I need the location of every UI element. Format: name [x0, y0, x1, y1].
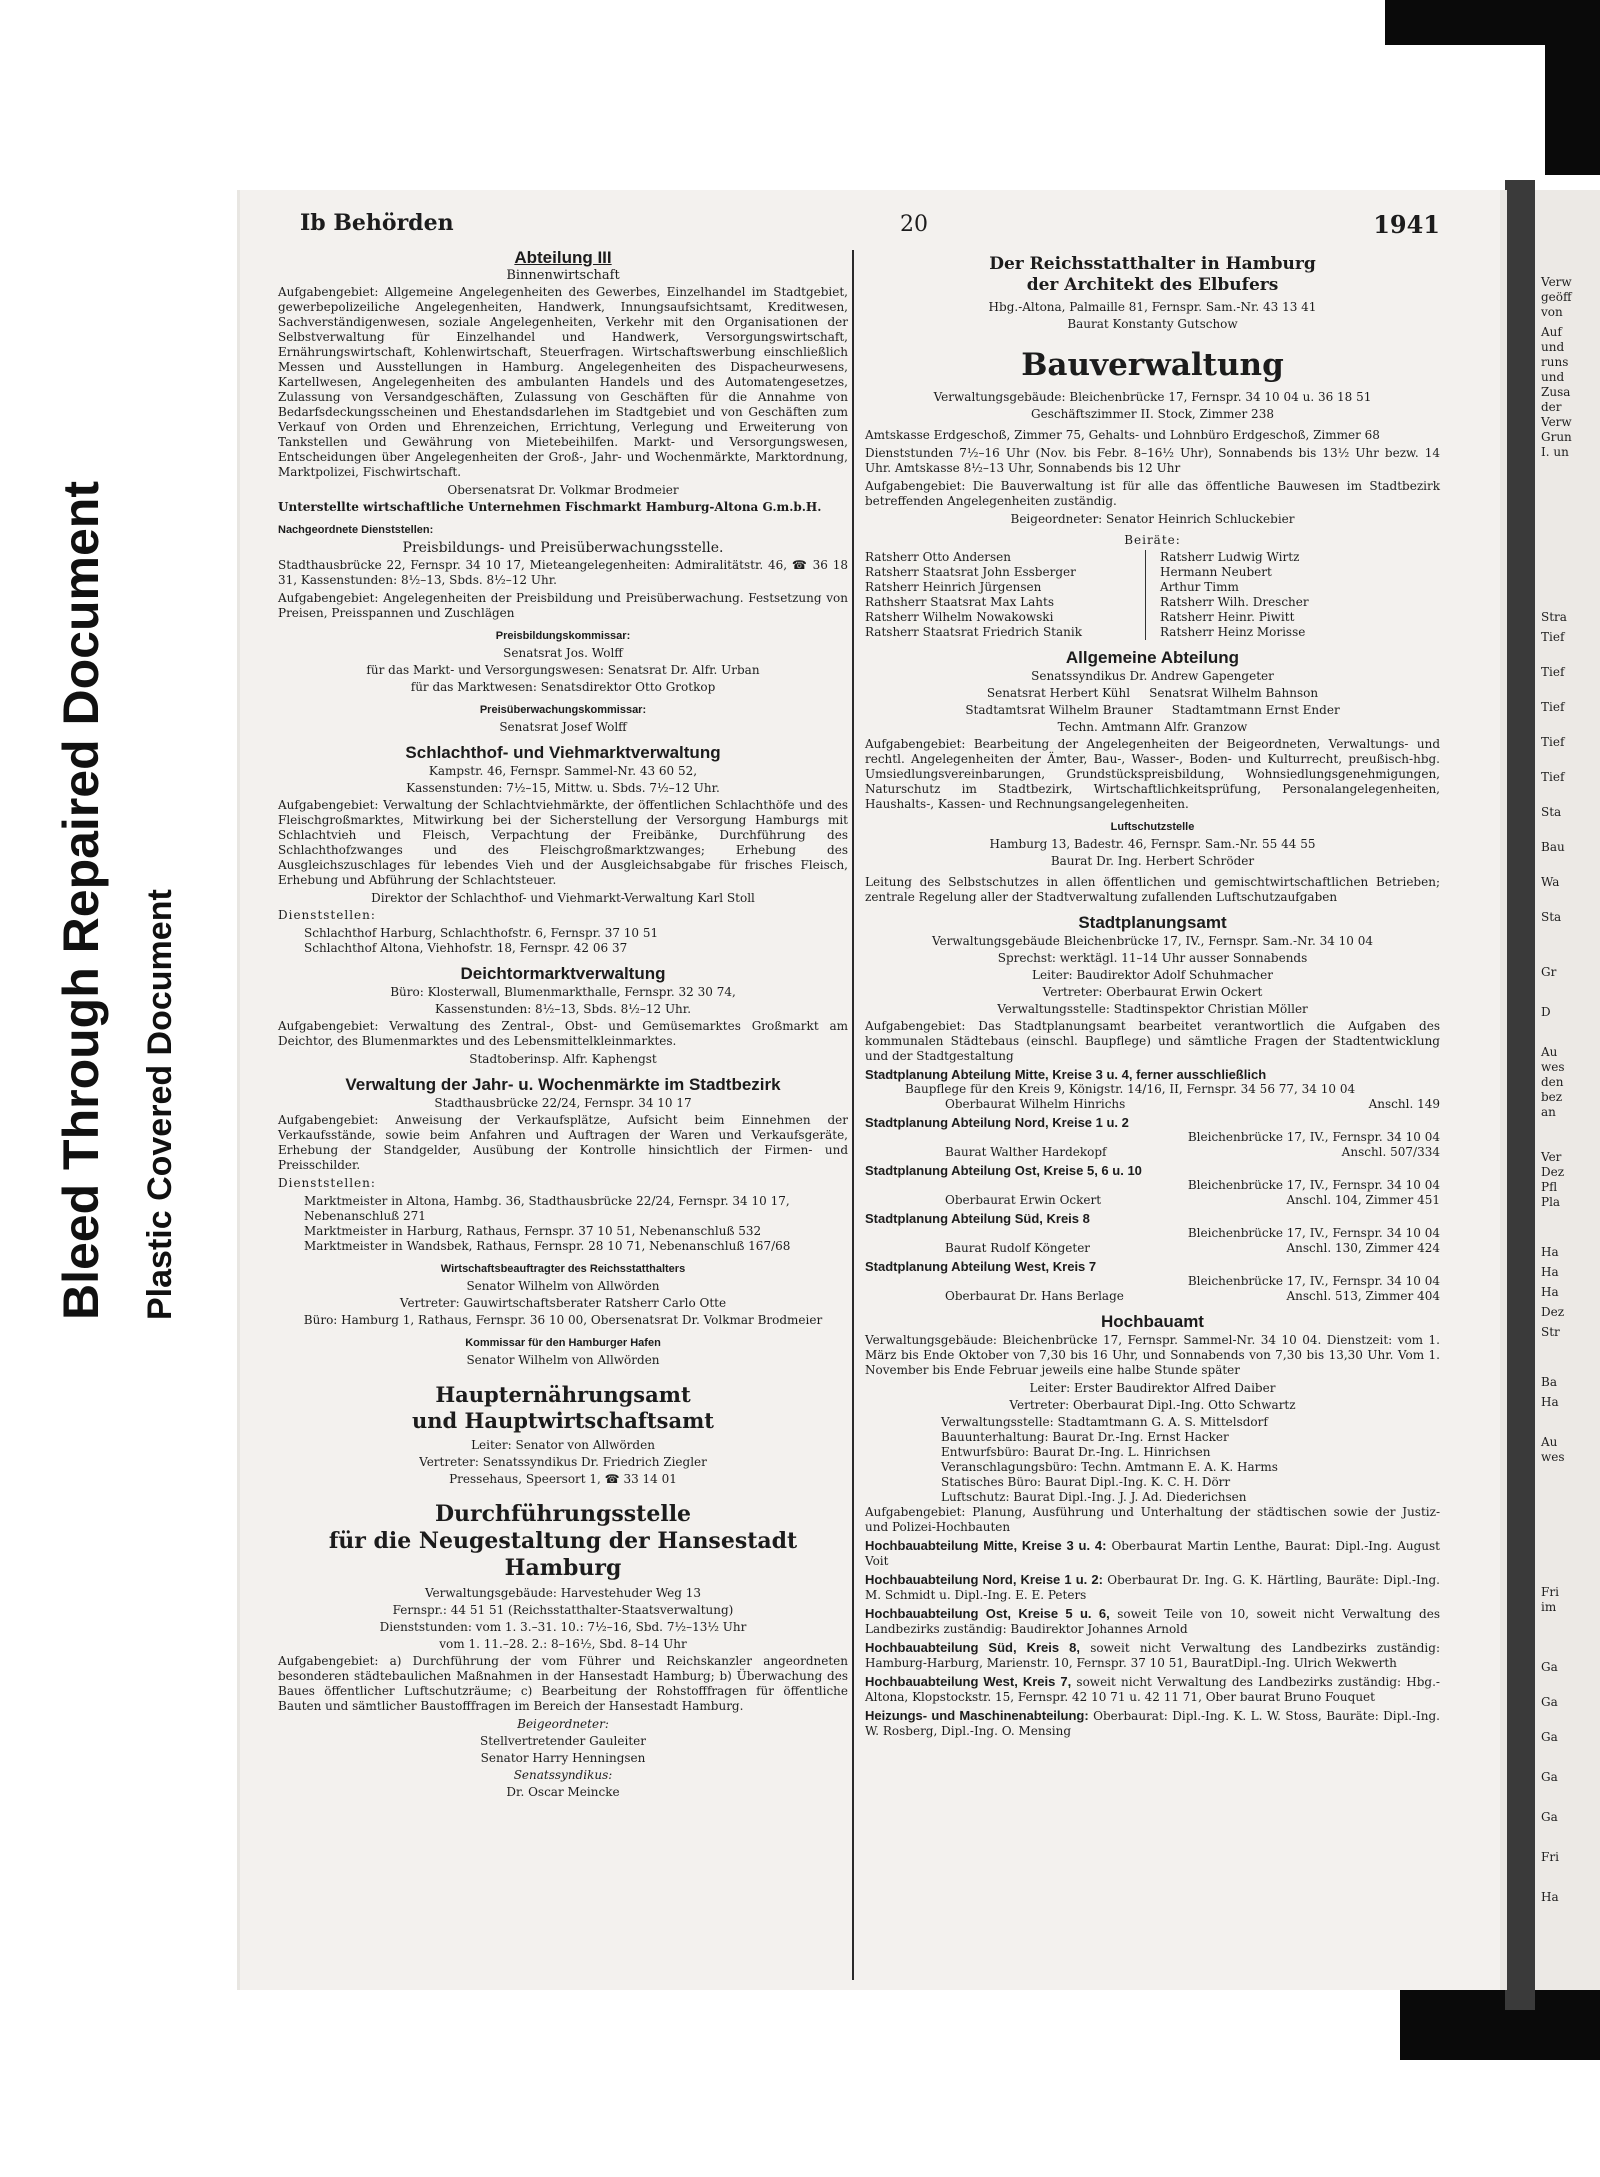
wochenmaerkte-dienststellen-label: Dienststellen: — [278, 1176, 376, 1190]
durchfuehrungsstelle-title-line-2: für die Neugestaltung der Hansestadt — [328, 1528, 798, 1554]
hochbau-west-text: soweit nicht Verwaltung des Landbezirks zuständig: Hbg.-Altona, Klopstockstr. 15, Fernspr. 42 10 71 u. 42 11 71, Ober baurat Bruno Fouquet — [865, 1675, 1440, 1704]
next-page-fragment: an — [1541, 1105, 1556, 1119]
stadtplanung-sued-leiter: Baurat Rudolf Köngeter — [945, 1241, 1091, 1255]
hauptamt-title-line-1: Haupternährungsamt — [435, 1382, 691, 1407]
hochbau-ost — [865, 1606, 1440, 1637]
hochbauamt-title: Hochbauamt — [1101, 1312, 1204, 1331]
next-page-fragment: Str — [1541, 1325, 1560, 1339]
hochbauamt-address: Verwaltungsgebäude: Bleichenbrücke 17, Fernspr. Sammel-Nr. 34 10 04. Dienstzeit: vom 1. März bis Ende Oktober von 7,30 bis 16 Uhr, und Sonnabends von 7,30 bis 13,30 Uhr. Vom 1. November bis Ende Februar jeweils eine halbe Stunde später — [865, 1333, 1440, 1377]
abteilung-unternehmen: Unterstellte wirtschaftliche Unternehmen Fischmarkt Hamburg-Altona G.m.b.H. — [278, 500, 822, 514]
next-page-fragment: Verw — [1541, 275, 1572, 289]
hauptamt-leiter: Leiter: Senator von Allwörden — [471, 1438, 655, 1452]
hochbau-ost-title: Hochbauabteilung Ost, Kreise 5 u. 6, — [865, 1606, 1110, 1621]
stadtplanung-ost-anschluss: Anschl. 104, Zimmer 451 — [1286, 1193, 1440, 1207]
next-page-fragment: im — [1541, 1600, 1557, 1614]
next-page-fragment: Tief — [1541, 770, 1565, 784]
next-page-fragment: Ga — [1541, 1730, 1558, 1744]
durchfuehrungsstelle-title — [278, 1501, 848, 1582]
hochbauamt-stelle: Entwurfsbüro: Baurat Dr.-Ing. L. Hinrichsen — [941, 1445, 1211, 1459]
preisbildungskommissar-title: Preisbildungskommissar: — [495, 630, 631, 642]
durchfuehrungsstelle-dienst-1: Dienststunden: vom 1. 3.–31. 10.: 7½–16, Sbd. 7½–13½ Uhr — [379, 1620, 747, 1634]
next-page-fragment: Tief — [1541, 735, 1565, 749]
next-page-fragment: wes — [1541, 1450, 1565, 1464]
stadtplanung-nord-leiter: Baurat Walther Hardekopf — [945, 1145, 1107, 1159]
side-label-bleed-through: Bleed Through Repaired Document — [53, 481, 109, 1320]
next-page-fragment: der — [1541, 400, 1562, 414]
preisueberwachung-name: Senatsrat Josef Wolff — [499, 720, 627, 734]
stadtplanung-nord-anschluss: Anschl. 507/334 — [1341, 1145, 1440, 1159]
next-page-fragment: Fri — [1541, 1585, 1559, 1599]
next-page-fragment: Sta — [1541, 910, 1562, 924]
wochenmaerkte-aufgaben: Aufgabengebiet: Anweisung der Verkaufsplätze, Aufsicht beim Einnehmen der Verkaufsstände, sowie beim Anfahren und Auftragen der Waren und Verkaufsgeräte, Erhebung der Standgelder, Ausübung der Kontrolle hinsichtlich der Firmen- und Preisschilder. — [278, 1113, 848, 1172]
allgemeine-abteilung-raete-1: Senatsrat Herbert Kühl Senatsrat Wilhelm Bahnson — [986, 686, 1319, 700]
bauverwaltung-beigeordneter: Beigeordneter: Senator Heinrich Schluckebier — [1010, 512, 1295, 526]
next-page-fragment: geöff — [1541, 290, 1572, 304]
hochbau-heizung — [865, 1708, 1440, 1739]
marktwesen-line-1: für das Markt- und Versorgungswesen: Senatsrat Dr. Alfr. Urban — [366, 663, 760, 677]
beirat-name: Ratsherr Wilhelm Nowakowski — [865, 610, 1054, 624]
bauverwaltung-dienststunden: Dienststunden 7½–16 Uhr (Nov. bis Febr. 8–16½ Uhr), Sonnabends bis 13½ Uhr bezw. 14 Uhr. Amtskasse 8½–13 Uhr, Sonnabends bis 12 Uhr — [865, 446, 1440, 475]
allgemeine-abteilung-raete-3: Techn. Amtmann Alfr. Granzow — [1057, 720, 1248, 734]
reichsstatthalter-title-line-2: der Architekt des Elbufers — [1026, 275, 1279, 295]
hochbau-heizung-title: Heizungs- und Maschinenabteilung: — [865, 1708, 1089, 1723]
beirat-name: Ratsherr Otto Andersen — [865, 550, 1011, 564]
header-section: Ib Behörden — [300, 210, 454, 236]
wirtschaftsbeauftragter-title: Wirtschaftsbeauftragter des Reichsstatthalters — [440, 1263, 686, 1275]
hochbau-ost-text: soweit Teile von 10, soweit nicht Verwaltung des Landbezirks zuständig: Baudirektor Johannes Arnold — [865, 1607, 1440, 1636]
hochbau-west — [865, 1674, 1440, 1705]
abteilung-title: Abteilung III — [514, 248, 612, 267]
next-page-fragment: Bau — [1541, 840, 1565, 854]
page-number: 20 — [900, 212, 928, 237]
hochbauamt-stelle: Bauunterhaltung: Baurat Dr.-Ing. Ernst Hacker — [941, 1430, 1229, 1444]
next-page-fragment: Zusa — [1541, 385, 1571, 399]
schlachthof-title: Schlachthof- und Viehmarktverwaltung — [405, 743, 721, 762]
durchfuehrungsstelle-title-line-1: Durchführungsstelle — [434, 1501, 692, 1527]
next-page-fragment: von — [1541, 305, 1563, 319]
next-page-fragment: Fri — [1541, 1850, 1559, 1864]
stadtplanungsamt-vertreter: Vertreter: Oberbaurat Erwin Ockert — [1042, 985, 1263, 999]
bauverwaltung-geschaeftszimmer: Geschäftszimmer II. Stock, Zimmer 238 — [1031, 407, 1274, 421]
stadtplanung-nord-title: Stadtplanung Abteilung Nord, Kreise 1 u. 2 — [865, 1115, 1129, 1130]
beirat-name: Ratsherr Staatsrat John Essberger — [865, 565, 1076, 579]
beiraete-right-column — [1145, 550, 1440, 640]
schlachthof-direktor: Direktor der Schlachthof- und Viehmarkt-Verwaltung Karl Stoll — [371, 891, 755, 905]
next-page-fragment: wes — [1541, 1060, 1565, 1074]
beiraete-table — [865, 550, 1440, 640]
stadtplanung-ost — [865, 1163, 1440, 1208]
hochbau-mitte-title: Hochbauabteilung Mitte, Kreise 3 u. 4: — [865, 1538, 1107, 1553]
wochenmaerkte-dienststelle-2: Marktmeister in Harburg, Rathaus, Fernspr. 37 10 51, Nebenanschluß 532 — [304, 1224, 762, 1238]
abteilung-leiter: Obersenatsrat Dr. Volkmar Brodmeier — [447, 483, 679, 497]
abteilung-aufgaben: Aufgabengebiet: Allgemeine Angelegenheiten des Gewerbes, Einzelhandel im Stadtgebiet, gewerbepolizeiliche Angelegenheiten, Handwerk, Innungsaufsichtsamt, Kreditwesen, Sachverständigenwesen, soziale Angelegenheiten, Verkehr mit den Organisationen der Selbstverwaltung für Einzelhandel und Handwerk, Versorgungswirtschaft, Ernährungswirtschaft, Kohlenwirtschaft, Steuerfragen. Wirtschaftswerbung einschließlich Messen und Ausstellungen in Hamburg. Angelegenheiten des Dispacheurwesens, Kartellwesen, Angelegenheiten des ambulanten Handels und des Automatengesetzes, Zulassung von Versandgeschäften, Zulassung von Geschäften für die Annahme von Bedarfsdeckungsscheinen und Ehestandsdarlehen im Stadtgebiet und von Geschäften zum Verkauf von Orden und Ehrenzeichen, Errichtung, Verlegung und Erweiterung von Tankstellen und Gewährung von Mietebeihilfen. Markt- und Versorgungswesen, Entscheidungen über Angelegenheiten der Groß-, Jahr- und Wochenmärkte, Marktordnung, Marktpolizei, Fischwirtschaft. — [278, 285, 848, 479]
beirat-name: Ratsherr Staatsrat Friedrich Stanik — [865, 625, 1082, 639]
left-column — [278, 250, 848, 1802]
wochenmaerkte-dienststelle-1: Marktmeister in Altona, Hambg. 36, Stadthausbrücke 22/24, Fernspr. 34 10 17, Nebenanschluß 271 — [304, 1194, 790, 1223]
next-page-fragment: Ga — [1541, 1660, 1558, 1674]
hochbau-nord — [865, 1572, 1440, 1603]
beirat-name: Ratsherr Heinrich Jürgensen — [865, 580, 1042, 594]
wochenmaerkte-title: Verwaltung der Jahr- u. Wochenmärkte im Stadtbezirk — [345, 1075, 781, 1094]
wochenmaerkte-dienststelle-3: Marktmeister in Wandsbek, Rathaus, Fernspr. 28 10 71, Nebenanschluß 167/68 — [304, 1239, 791, 1253]
stadtplanung-west-address: Bleichenbrücke 17, IV., Fernspr. 34 10 04 — [1187, 1274, 1440, 1288]
wirtschaftsbeauftragter-name: Senator Wilhelm von Allwörden — [466, 1279, 660, 1293]
durchfuehrungsstelle-aufgaben: Aufgabengebiet: a) Durchführung der vom Führer und Reichskanzler angeordneten besonderen städtebaulichen Maßnahmen in der Hansestadt Hamburg; b) Überwachung des Baues öffentlicher Luftschutzräume; c) Bearbeitung der Rohstofffragen für öffentliche Bauten und sämtlicher Baustofffragen im Bereich der Hansestadt Hamburg. — [278, 1654, 848, 1713]
side-labels — [40, 360, 200, 1320]
schlachthof-dienststelle-2: Schlachthof Altona, Viehhofstr. 18, Fernspr. 42 06 37 — [304, 941, 628, 955]
stadtplanung-ost-address: Bleichenbrücke 17, IV., Fernspr. 34 10 04 — [1187, 1178, 1440, 1192]
hochbauamt-stellen-list — [915, 1415, 1440, 1505]
stadtplanung-sued-title: Stadtplanung Abteilung Süd, Kreis 8 — [865, 1211, 1090, 1226]
next-page-fragment: Ha — [1541, 1245, 1559, 1259]
allgemeine-abteilung-title: Allgemeine Abteilung — [1065, 648, 1240, 667]
next-page-fragment: Dez — [1541, 1305, 1565, 1319]
preisbildung-aufgaben: Aufgabengebiet: Angelegenheiten der Preisbildung und Preisüberwachung. Festsetzung von Preisen, Preisspannen und Zuschlägen — [278, 591, 848, 620]
header-year: 1941 — [1373, 210, 1440, 239]
next-page-fragment: D — [1541, 1005, 1551, 1019]
hochbau-sued-text: soweit nicht Verwaltung des Landbezirks zuständig: Hamburg-Harburg, Marienstr. 10, Fernspr. 37 10 51, BauratDipl.-Ing. Ulrich Wekwerth — [865, 1641, 1440, 1670]
deichtor-leiter: Stadtoberinsp. Alfr. Kaphengst — [469, 1052, 657, 1066]
right-column — [865, 250, 1440, 1742]
next-page-fragment: Ga — [1541, 1810, 1558, 1824]
next-page-fragment: Ha — [1541, 1285, 1559, 1299]
allgemeine-abteilung-syndikus: Senatssyndikus Dr. Andrew Gapengeter — [1031, 669, 1274, 683]
durchfuehrungsstelle-address-2: Fernspr.: 44 51 51 (Reichsstatthalter-Staatsverwaltung) — [392, 1603, 734, 1617]
schlachthof-dienststelle-1: Schlachthof Harburg, Schlachthofstr. 6, Fernspr. 37 10 51 — [304, 926, 659, 940]
hafen-kommissar-title: Kommissar für den Hamburger Hafen — [465, 1337, 661, 1349]
hochbauamt-stelle: Verwaltungsstelle: Stadtamtmann G. A. S. Mittelsdorf — [941, 1415, 1268, 1429]
durchfuehrungsstelle-syndikus: Dr. Oscar Meincke — [506, 1785, 620, 1799]
next-page-fragment: Verw — [1541, 415, 1572, 429]
beiraete-title: Beiräte: — [1124, 533, 1181, 547]
page-header — [300, 204, 1440, 238]
next-page-fragment: bez — [1541, 1090, 1563, 1104]
hochbau-mitte — [865, 1538, 1440, 1569]
luftschutzstelle-address: Hamburg 13, Badestr. 46, Fernspr. Sam.-Nr. 55 44 55 — [989, 837, 1316, 851]
hafen-kommissar-name: Senator Wilhelm von Allwörden — [466, 1353, 660, 1367]
next-page-edge — [1535, 190, 1600, 1990]
next-page-fragment: runs — [1541, 355, 1569, 369]
stadtplanung-mitte — [865, 1067, 1440, 1112]
stadtplanung-mitte-title: Stadtplanung Abteilung Mitte, Kreise 3 u. 4, ferner ausschließlich — [865, 1067, 1267, 1082]
hochbauamt-stelle: Statisches Büro: Baurat Dipl.-Ing. K. C. H. Dörr — [941, 1475, 1231, 1489]
right-edge-black-bar — [1545, 0, 1600, 175]
next-page-fragment: Ga — [1541, 1770, 1558, 1784]
deichtor-title: Deichtormarktverwaltung — [460, 964, 666, 983]
next-page-fragment: Tief — [1541, 630, 1565, 644]
beirat-name: Arthur Timm — [1160, 580, 1239, 594]
beirat-name: Ratsherr Wilh. Drescher — [1160, 595, 1309, 609]
next-page-fragment: Gr — [1541, 965, 1557, 979]
hauptamt-title — [278, 1382, 848, 1434]
durchfuehrungsstelle-beigeordneter-2: Senator Harry Henningsen — [480, 1751, 646, 1765]
nachgeordnete-heading: Nachgeordnete Dienststellen: — [278, 524, 434, 536]
next-page-fragment: und — [1541, 370, 1565, 384]
hochbauamt-vertreter: Vertreter: Oberbaurat Dipl.-Ing. Otto Schwartz — [1009, 1398, 1296, 1412]
wirtschaftsbeauftragter-vertreter: Vertreter: Gauwirtschaftsberater Ratsherr Carlo Otte — [399, 1296, 727, 1310]
stadtplanungsamt-sprechstunden: Sprechst: werktägl. 11–14 Uhr ausser Sonnabends — [997, 951, 1308, 965]
next-page-fragment: Ha — [1541, 1890, 1559, 1904]
column-divider — [852, 250, 854, 1980]
luftschutzstelle-text: Leitung des Selbstschutzes in allen öffentlichen und gemischtwirtschaftlichen Betrieben; zentrale Regelung aller der Stadtverwaltung zufallenden Luftschutzaufgaben — [865, 875, 1440, 904]
stadtplanung-ost-title: Stadtplanung Abteilung Ost, Kreise 5, 6 u. 10 — [865, 1163, 1142, 1178]
hauptamt-title-line-2: und Hauptwirtschaftsamt — [411, 1408, 715, 1433]
stadtplanung-mitte-anschluss: Anschl. 149 — [1368, 1097, 1440, 1111]
next-page-fragment: Ga — [1541, 1695, 1558, 1709]
next-page-fragment: Pfl — [1541, 1180, 1558, 1194]
next-page-fragment: Stra — [1541, 610, 1567, 624]
spine-shadow — [1505, 180, 1535, 2010]
stadtplanungsamt-aufgaben: Aufgabengebiet: Das Stadtplanungsamt bearbeitet verantwortlich die Aufgaben des kommunalen Städtebaus (einschl. Baupflege) und sämtliche Fragen der Stadtentwicklung und der Stadtgestaltung — [865, 1019, 1440, 1063]
stadtplanung-west — [865, 1259, 1440, 1304]
reichsstatthalter-title — [865, 254, 1440, 296]
beirat-name: Ratsherr Ludwig Wirtz — [1160, 550, 1300, 564]
durchfuehrungsstelle-beigeordneter-1: Stellvertretender Gauleiter — [480, 1734, 646, 1748]
next-page-fragment: Au — [1541, 1045, 1558, 1059]
preisbildungskommissar-name: Senatsrat Jos. Wolff — [503, 646, 623, 660]
stadtplanungsamt-title: Stadtplanungsamt — [1078, 913, 1227, 932]
deichtor-aufgaben: Aufgabengebiet: Verwaltung des Zentral-, Obst- und Gemüsemarktes Großmarkt am Deichtor, des Blumenmarktes und des Lebensmittelkleinmarktes. — [278, 1019, 848, 1048]
schlachthof-dienststellen-label: Dienststellen: — [278, 908, 376, 922]
hochbau-west-title: Hochbauabteilung West, Kreis 7, — [865, 1674, 1072, 1689]
reichsstatthalter-address: Hbg.-Altona, Palmaille 81, Fernspr. Sam.-Nr. 43 13 41 — [988, 300, 1317, 314]
next-page-fragment: und — [1541, 340, 1565, 354]
beirat-name: Rathsherr Staatsrat Max Lahts — [865, 595, 1055, 609]
stadtplanungsamt-address: Verwaltungsgebäude Bleichenbrücke 17, IV., Fernspr. Sam.-Nr. 34 10 04 — [931, 934, 1374, 948]
beirat-name: Ratsherr Heinz Morisse — [1160, 625, 1306, 639]
next-page-fragment: Auf — [1541, 325, 1562, 339]
stadtplanungsamt-verwaltungsstelle: Verwaltungsstelle: Stadtinspektor Christian Möller — [997, 1002, 1308, 1016]
stadtplanung-mitte-address: Baupflege für den Kreis 9, Königstr. 14/16, II, Fernspr. 34 56 77, 34 10 04 — [905, 1082, 1356, 1096]
document-page — [240, 190, 1500, 1990]
wochenmaerkte-address: Stadthausbrücke 22/24, Fernspr. 34 10 17 — [434, 1096, 692, 1110]
beirat-name: Hermann Neubert — [1160, 565, 1272, 579]
next-page-fragment: den — [1541, 1075, 1564, 1089]
next-page-fragment: Ha — [1541, 1395, 1559, 1409]
stadtplanung-nord-address: Bleichenbrücke 17, IV., Fernspr. 34 10 04 — [1187, 1130, 1440, 1144]
hochbau-mitte-text: Oberbaurat Martin Lenthe, Baurat: Dipl.-Ing. August Voit — [865, 1539, 1440, 1568]
next-page-fragment: Grun — [1541, 430, 1572, 444]
hochbauamt-stelle: Luftschutz: Baurat Dipl.-Ing. J. J. Ad. Diederichsen — [941, 1490, 1247, 1504]
stadtplanung-west-title: Stadtplanung Abteilung West, Kreis 7 — [865, 1259, 1097, 1274]
hochbau-heizung-text: Oberbaurat: Dipl.-Ing. K. L. W. Stoss, Bauräte: Dipl.-Ing. W. Rosberg, Dipl.-Ing. O. Mensing — [865, 1709, 1440, 1738]
stadtplanung-sued-anschluss: Anschl. 130, Zimmer 424 — [1286, 1241, 1440, 1255]
next-page-fragment: Ba — [1541, 1375, 1557, 1389]
durchfuehrungsstelle-dienst-2: vom 1. 11.–28. 2.: 8–16½, Sbd. 8–14 Uhr — [439, 1637, 687, 1651]
stadtplanung-west-anschluss: Anschl. 513, Zimmer 404 — [1286, 1289, 1440, 1303]
beiraete-left-column — [865, 550, 1145, 640]
durchfuehrungsstelle-title-line-3: Hamburg — [504, 1555, 622, 1581]
bottom-black-bar — [1400, 1990, 1600, 2060]
bauverwaltung-address: Verwaltungsgebäude: Bleichenbrücke 17, Fernspr. 34 10 04 u. 36 18 51 — [933, 390, 1372, 404]
next-page-fragment: I. un — [1541, 445, 1569, 459]
luftschutzstelle-baurat: Baurat Dr. Ing. Herbert Schröder — [1050, 854, 1255, 868]
next-page-fragment: Ha — [1541, 1265, 1559, 1279]
stadtplanung-ost-leiter: Oberbaurat Erwin Ockert — [945, 1193, 1102, 1207]
deichtor-address-1: Büro: Klosterwall, Blumenmarkthalle, Fernspr. 32 30 74, — [390, 985, 736, 999]
stadtplanung-west-leiter: Oberbaurat Dr. Hans Berlage — [945, 1289, 1124, 1303]
next-page-fragment: Tief — [1541, 700, 1565, 714]
next-page-fragment: Pla — [1541, 1195, 1561, 1209]
allgemeine-abteilung-aufgaben: Aufgabengebiet: Bearbeitung der Angelegenheiten der Beigeordneten, Verwaltungs- und rechtl. Angelegenheiten der Ämter, Bau-, Wasser-, Boden- und Kulturrecht, preußisch-hbg. Umsiedlungsvereinbarungen, Grundstückspreisbildung, Wohnsiedlungsgenehmigungen, Naturschutz im Stadtbezirk, Wirtschaftlichkeitsprüfung, Personalangelegenheiten, Haushalts-, Kassen- und Rechnungsangelegenheiten. — [865, 737, 1440, 811]
preisueberwachung-title: Preisüberwachungskommissar: — [479, 704, 647, 716]
stadtplanung-nord — [865, 1115, 1440, 1160]
reichsstatthalter-title-line-1: Der Reichsstatthalter in Hamburg — [989, 254, 1316, 274]
stadtplanung-sued-address: Bleichenbrücke 17, IV., Fernspr. 34 10 04 — [1187, 1226, 1440, 1240]
schlachthof-address-1: Kampstr. 46, Fernspr. Sammel-Nr. 43 60 52, — [428, 764, 698, 778]
allgemeine-abteilung-raete-2: Stadtamtsrat Wilhelm Brauner Stadtamtmann Ernst Ender — [965, 703, 1340, 717]
next-page-fragment: Ver — [1541, 1150, 1562, 1164]
wirtschaftsbeauftragter-buero: Büro: Hamburg 1, Rathaus, Fernspr. 36 10 00, Obersenatsrat Dr. Volkmar Brodmeier — [303, 1313, 823, 1327]
luftschutzstelle-title: Luftschutzstelle — [1110, 821, 1195, 833]
reichsstatthalter-baurat: Baurat Konstanty Gutschow — [1067, 317, 1238, 331]
side-label-plastic-covered: Plastic Covered Document — [141, 889, 179, 1320]
bauverwaltung-amtskasse: Amtskasse Erdgeschoß, Zimmer 75, Gehalts- und Lohnbüro Erdgeschoß, Zimmer 68 — [865, 428, 1380, 442]
hochbauamt-leiter: Leiter: Erster Baudirektor Alfred Daiber — [1029, 1381, 1276, 1395]
hochbauamt-stelle: Veranschlagungsbüro: Techn. Amtmann E. A. K. Harms — [941, 1460, 1278, 1474]
preisbildung-address: Stadthausbrücke 22, Fernspr. 34 10 17, Mieteangelegenheiten: Admiralitätstr. 46, ☎ 36 18 31, Kassenstunden: 8½–13, Sbds. 8½–12 Uhr. — [278, 558, 848, 587]
next-page-fragment: Sta — [1541, 805, 1562, 819]
hochbau-nord-text: Oberbaurat Dr. Ing. G. K. Härtling, Bauräte: Dipl.-Ing. M. Schmidt u. Dipl.-Ing. E. E. Peters — [865, 1573, 1440, 1602]
hochbau-sued-title: Hochbauabteilung Süd, Kreis 8, — [865, 1640, 1080, 1655]
schlachthof-address-2: Kassenstunden: 7½–15, Mittw. u. Sbds. 7½–12 Uhr. — [406, 781, 720, 795]
hochbau-sued — [865, 1640, 1440, 1671]
durchfuehrungsstelle-syndikus-label: Senatssyndikus: — [513, 1768, 613, 1782]
next-page-fragment: Wa — [1541, 875, 1560, 889]
next-page-fragment: Au — [1541, 1435, 1558, 1449]
deichtor-address-2: Kassenstunden: 8½–13, Sbds. 8½–12 Uhr. — [434, 1002, 692, 1016]
marktwesen-line-2: für das Marktwesen: Senatsdirektor Otto Grotkop — [410, 680, 716, 694]
durchfuehrungsstelle-beigeordneter-label: Beigeordneter: — [517, 1717, 609, 1731]
abteilung-subtitle: Binnenwirtschaft — [506, 268, 620, 283]
next-page-fragment: Dez — [1541, 1165, 1565, 1179]
hauptamt-vertreter: Vertreter: Senatssyndikus Dr. Friedrich Ziegler — [419, 1455, 707, 1469]
durchfuehrungsstelle-address-1: Verwaltungsgebäude: Harvestehuder Weg 13 — [424, 1586, 702, 1600]
hochbauamt-aufgaben: Aufgabengebiet: Planung, Ausführung und Unterhaltung der städtischen sowie der Justiz- und Polizei-Hochbauten — [865, 1505, 1440, 1534]
bauverwaltung-aufgaben: Aufgabengebiet: Die Bauverwaltung ist für alle das öffentliche Bauwesen im Stadtbezirk betreffenden Angelegenheiten zuständig. — [865, 479, 1440, 508]
next-page-fragment: Tief — [1541, 665, 1565, 679]
stadtplanung-sued — [865, 1211, 1440, 1256]
bauverwaltung-title: Bauverwaltung — [1021, 347, 1284, 383]
hochbau-nord-title: Hochbauabteilung Nord, Kreise 1 u. 2: — [865, 1572, 1103, 1587]
stadtplanungsamt-leiter: Leiter: Baudirektor Adolf Schuhmacher — [1032, 968, 1273, 982]
hauptamt-address: Pressehaus, Speersort 1, ☎ 33 14 01 — [449, 1472, 677, 1486]
preisbildung-title: Preisbildungs- und Preisüberwachungsstelle. — [402, 540, 724, 556]
schlachthof-aufgaben: Aufgabengebiet: Verwaltung der Schlachtviehmärkte, der öffentlichen Schlachthöfe und des Fleischgroßmarktes, Mitwirkung bei der Sicherstellung der Versorgung Hamburgs mit Schlachtvieh und Fleisch, Verpachtung der Freibänke, Durchführung des Schlachthofzwanges und des Fleischgroßmarktzwanges; Erhebung des Ausgleichszuschlages für lebendes Vieh und der Ausgleichsabgabe für frisches Fleisch, Erhebung und Abführung der Schlachtsteuer. — [278, 798, 848, 887]
stadtplanung-mitte-leiter: Oberbaurat Wilhelm Hinrichs — [945, 1097, 1126, 1111]
beirat-name: Ratsherr Heinr. Piwitt — [1160, 610, 1295, 624]
